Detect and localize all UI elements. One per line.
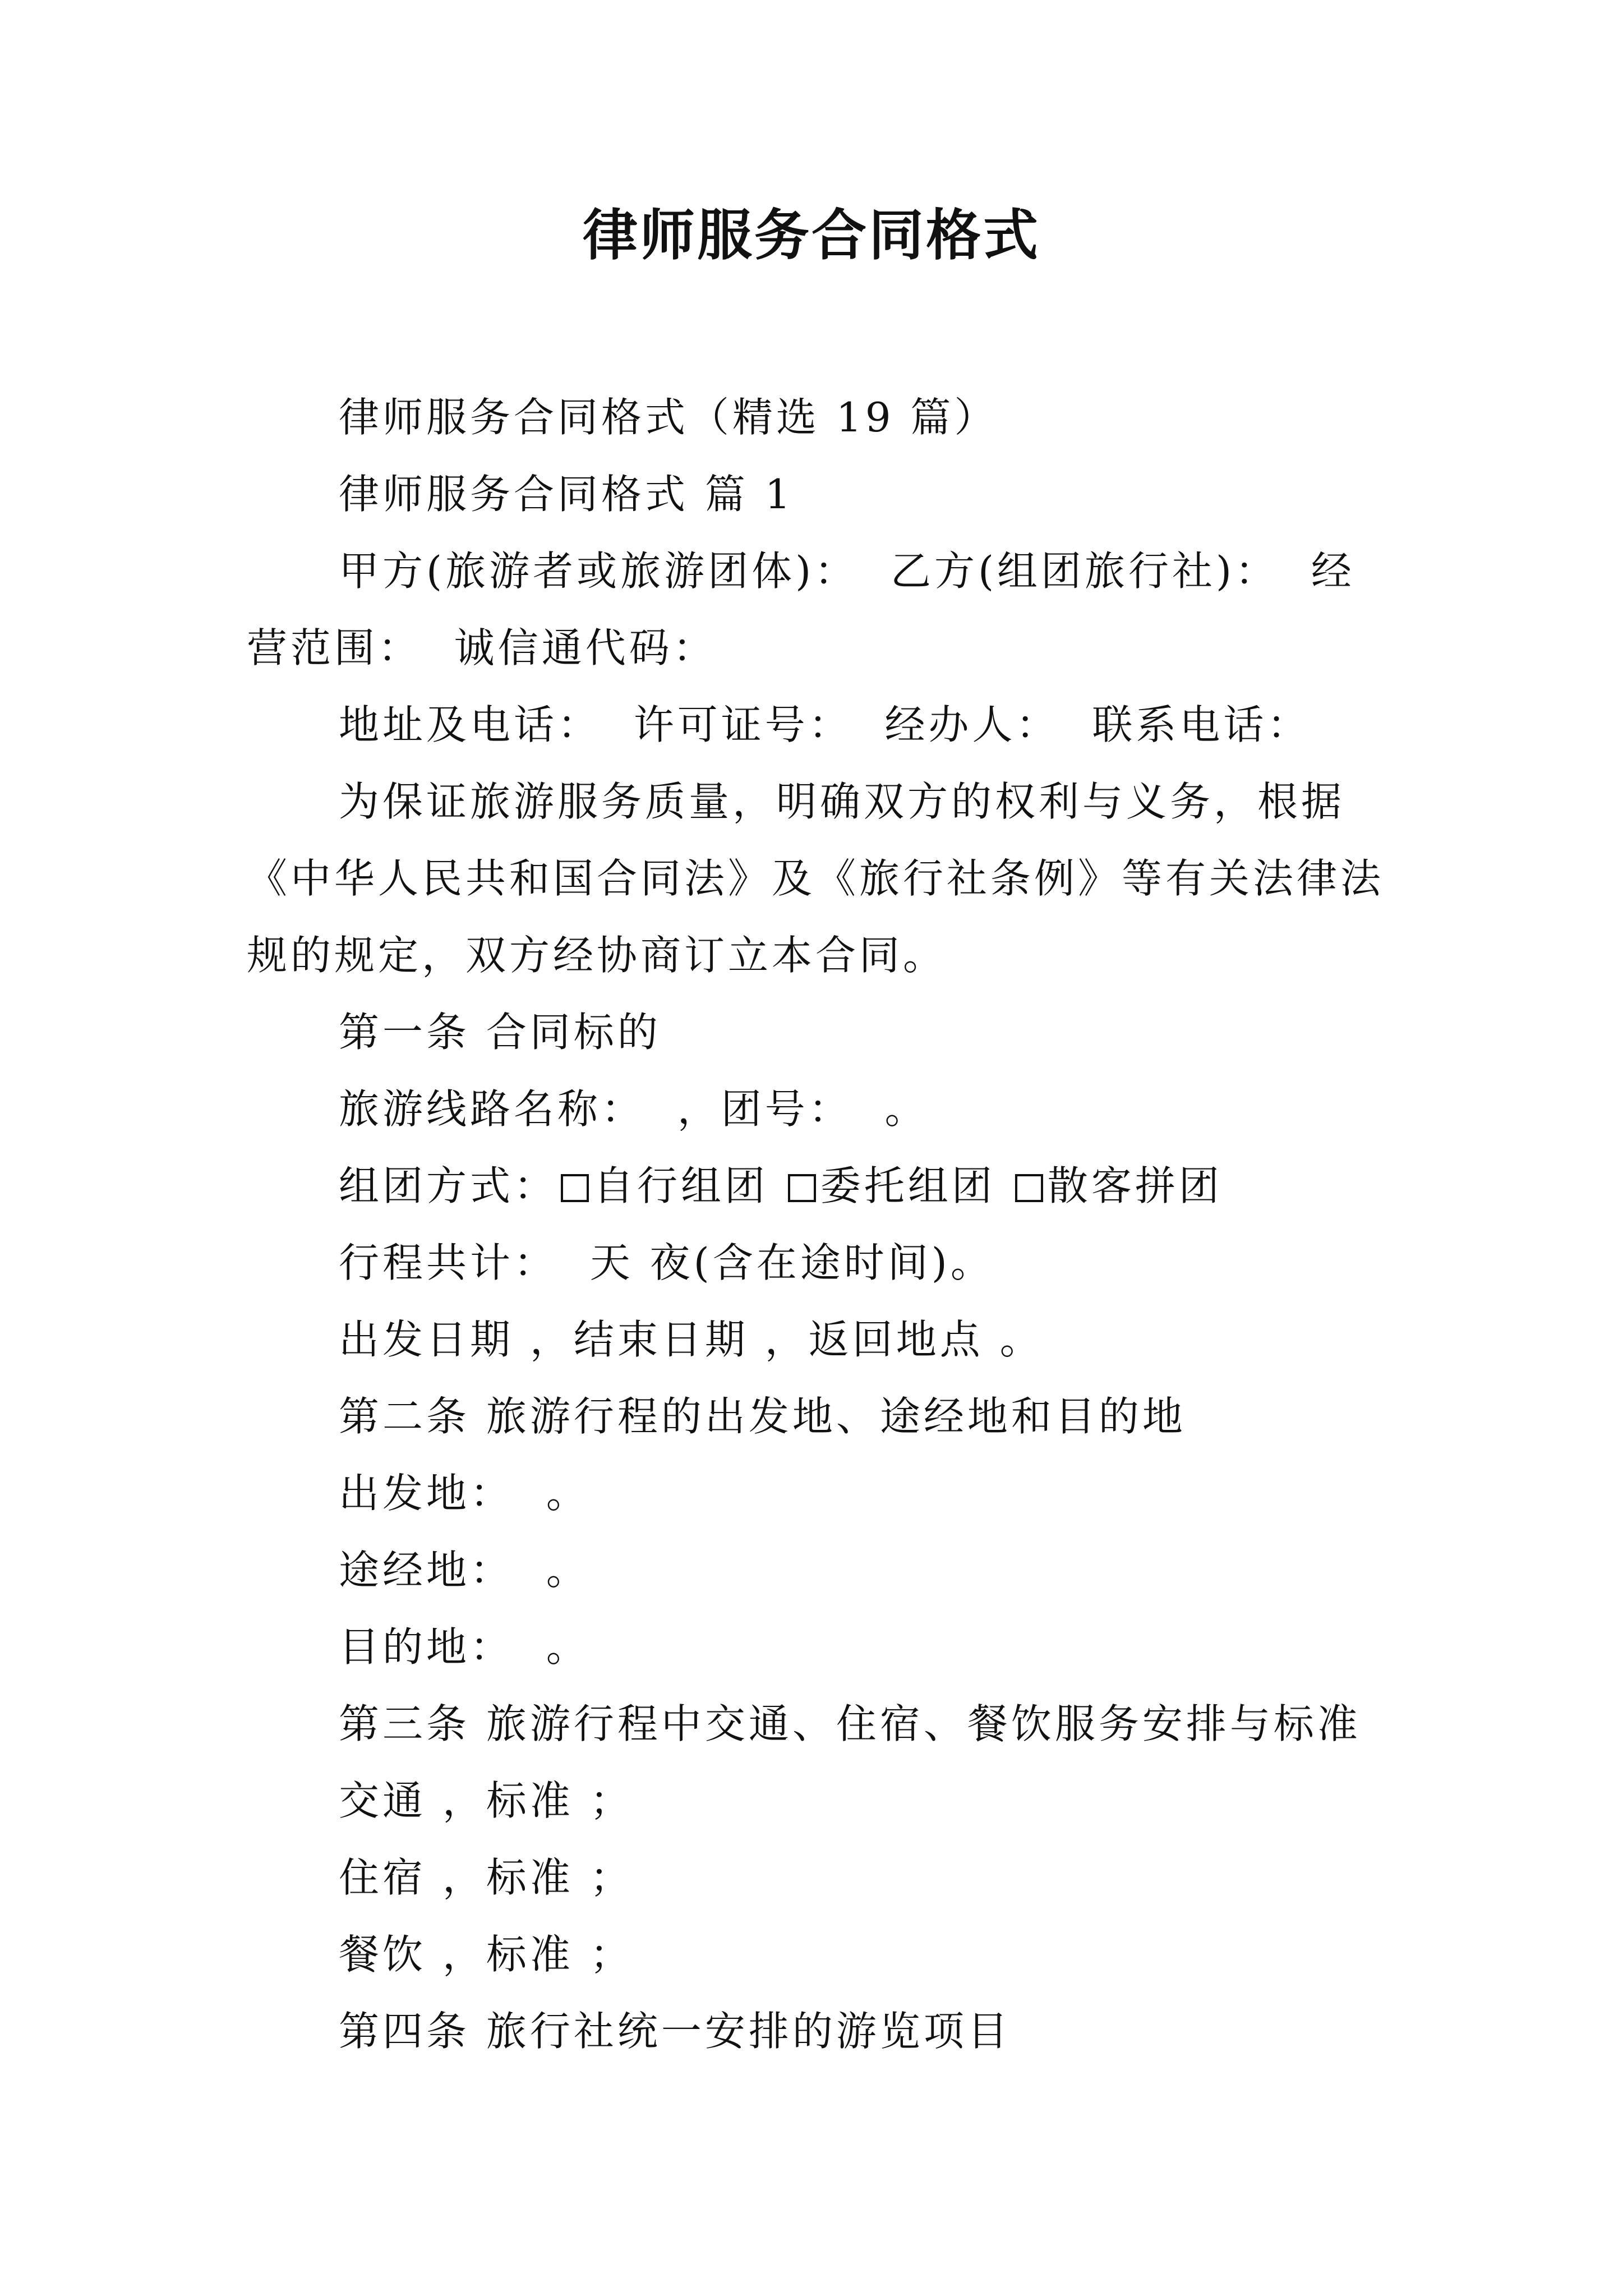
paragraph-lodging: 住宿 ，标准 ； [339,1854,634,1901]
paragraph-group-mode [247,1148,1391,1225]
checkbox-icon[interactable] [788,1174,816,1202]
paragraph-parties: 甲方(旅游者或旅游团体)： 乙方(组团旅行社)： 经营范围： 诚信通代码： [247,547,1355,671]
group-mode-option: 委托组团 [820,1162,995,1209]
paragraph-article-1-heading: 第一条 合同标的 [339,1009,661,1056]
paragraph-section-heading: 律师服务合同格式 篇 1 [339,471,794,518]
paragraph-route-name: 旅游线路名称： ，团号： 。 [339,1085,929,1133]
paragraph-transport: 交通 ，标准 ； [339,1777,634,1824]
paragraph-transit: 途经地： 。 [339,1547,590,1594]
paragraph-subtitle: 律师服务合同格式（精选 19 篇） [339,394,998,441]
paragraph-contact-info: 地址及电话： 许可证号： 经办人： 联系电话： [339,701,1311,748]
group-mode-label: 组团方式： [339,1162,558,1209]
paragraph-duration: 行程共计： 天 夜(含在途时间)。 [339,1239,994,1286]
paragraph-departure: 出发地： 。 [339,1470,590,1517]
group-mode-option: 自行组团 [593,1162,769,1209]
paragraph-article-4-heading: 第四条 旅行社统一安排的游览项目 [339,2008,1011,2055]
paragraph-article-3-heading: 第三条 旅游行程中交通、住宿、餐饮服务安排与标准 [339,1700,1361,1747]
checkbox-icon[interactable] [1015,1174,1043,1202]
paragraph-dates: 出发日期 ，结束日期 ，返回地点 。 [339,1316,1044,1363]
document-body [247,379,1391,2070]
document-title: 律师服务合同格式 [582,204,1040,268]
paragraph-destination: 目的地： 。 [339,1623,590,1671]
paragraph-dining: 餐饮 ，标准 ； [339,1931,634,1978]
group-mode-option: 散客拼团 [1047,1162,1223,1209]
checkbox-icon[interactable] [561,1174,589,1202]
paragraph-preamble: 为保证旅游服务质量，明确双方的权利与义务，根据《中华人民共和国合同法》及《旅行社条例》等有关法律法规的规定，双方经协商订立本合同。 [247,778,1385,979]
paragraph-article-2-heading: 第二条 旅游行程的出发地、途经地和目的地 [339,1393,1186,1440]
